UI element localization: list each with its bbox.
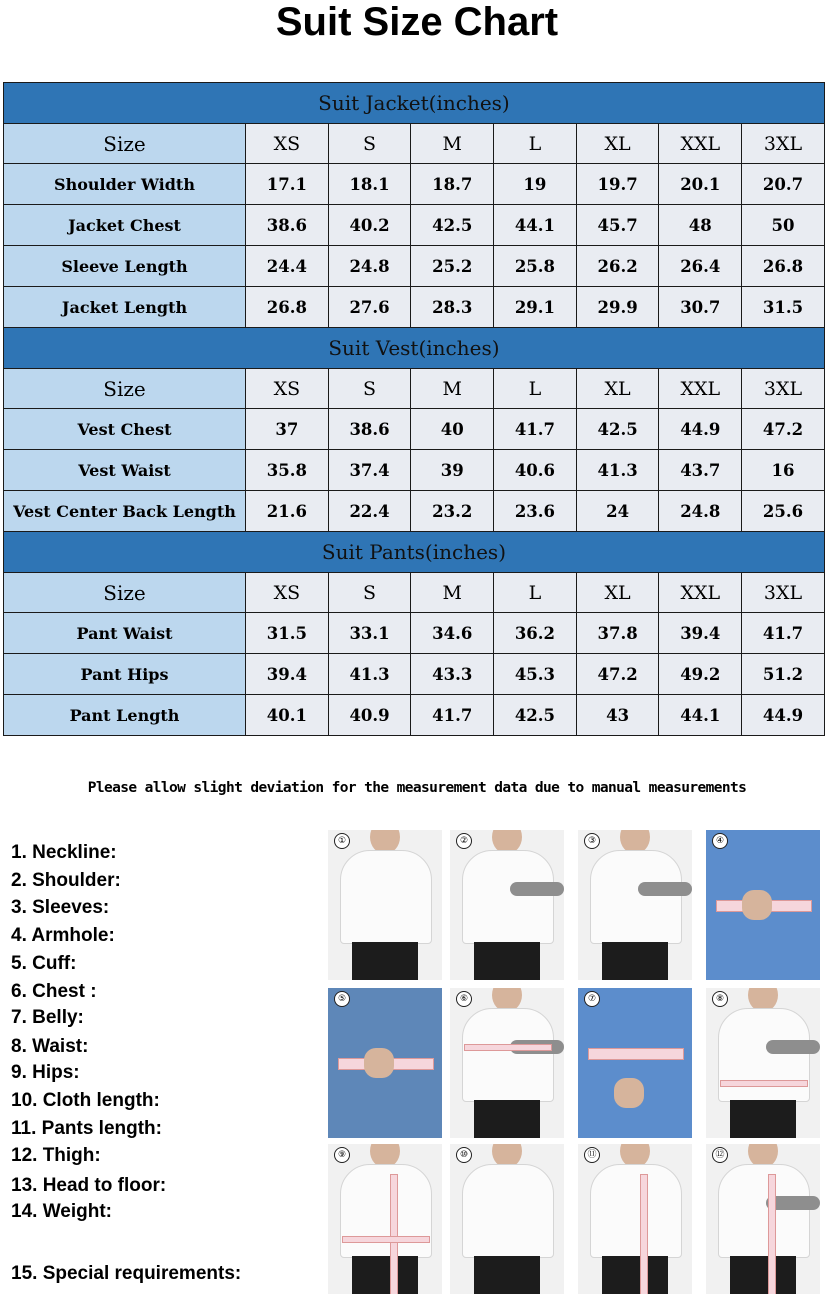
photo-number-badge: ⑦ [584,991,600,1007]
table-row [4,491,825,532]
measurement-step: 3. Sleeves: [11,897,110,918]
table-row [4,205,825,246]
blue-shape [578,988,692,1138]
measurement-value: 43.7 [659,450,742,491]
measurement-value: 37.8 [576,613,659,654]
measurement-value: 48 [659,205,742,246]
measurement-value: 41.7 [411,695,494,736]
head-shape [364,1048,394,1078]
size-header-row [4,573,825,613]
measurement-value: 37.4 [328,450,411,491]
measurement-value: 25.6 [742,491,825,532]
tape-shape [588,1048,684,1060]
measurement-note: Please allow slight deviation for the measurement data due to manual measurements [87,780,747,796]
measurement-value: 39 [411,450,494,491]
measurement-photo-chest [450,988,564,1138]
measurement-value: 19 [494,164,577,205]
measurement-value: 47.2 [742,409,825,450]
measurement-step: 8. Waist: [11,1036,89,1057]
size-chart [3,82,824,736]
measurement-photo-shoulder [450,830,564,980]
tape-shape [720,1080,808,1087]
size-column-header: XXL [659,124,742,164]
measurement-value: 23.6 [494,491,577,532]
table-row [4,613,825,654]
measurement-value: 20.1 [659,164,742,205]
size-column-header: 3XL [742,369,825,409]
photo-number-badge: ⑨ [334,1147,350,1163]
measurement-value: 43.3 [411,654,494,695]
pants-shape [602,1256,668,1294]
measurement-step: 1. Neckline: [11,842,117,863]
measurement-value: 42.5 [411,205,494,246]
measurement-value: 26.4 [659,246,742,287]
size-column-header: M [411,369,494,409]
measurement-photo-sleeve [578,830,692,980]
measurement-step: 9. Hips: [11,1062,80,1083]
size-column-header: XXL [659,369,742,409]
measurement-value: 44.9 [659,409,742,450]
pants-shape [474,1100,540,1138]
section-header-row [4,532,825,573]
measurement-step: 2. Shoulder: [11,870,121,891]
table-row [4,287,825,328]
size-column-header: L [494,369,577,409]
table-row [4,246,825,287]
measurement-value: 35.8 [246,450,329,491]
measurement-photo-cuff [328,988,442,1138]
measurement-value: 34.6 [411,613,494,654]
size-column-header: S [328,369,411,409]
measurement-name: Vest Chest [4,409,246,450]
measurement-step: 11. Pants length: [11,1118,162,1139]
table-row [4,654,825,695]
measurement-name: Pant Waist [4,613,246,654]
photo-number-badge: ⑪ [584,1147,600,1163]
head-shape [614,1078,644,1108]
shirt-shape [340,850,432,944]
measurement-photo-arm [706,830,820,980]
shirt-shape [590,850,682,944]
measurement-value: 31.5 [742,287,825,328]
size-column-header: S [328,124,411,164]
tape-shape [640,1174,648,1294]
pants-shape [730,1100,796,1138]
measurement-photo-thigh [706,1144,820,1294]
measurement-name: Jacket Chest [4,205,246,246]
measurement-value: 51.2 [742,654,825,695]
arm-shape [510,882,564,896]
measurement-value: 42.5 [494,695,577,736]
head-shape [742,890,772,920]
photo-number-badge: ④ [712,833,728,849]
photo-number-badge: ① [334,833,350,849]
measurement-value: 25.8 [494,246,577,287]
measurement-value: 30.7 [659,287,742,328]
measurement-value: 28.3 [411,287,494,328]
measurement-name: Vest Waist [4,450,246,491]
measurement-step: 10. Cloth length: [11,1090,160,1111]
measurement-value: 38.6 [328,409,411,450]
measurement-step: 13. Head to floor: [11,1175,167,1196]
pants-shape [352,1256,418,1294]
measurement-value: 31.5 [246,613,329,654]
measurement-photo-waist [706,988,820,1138]
photo-number-badge: ③ [584,833,600,849]
measurement-step: 5. Cuff: [11,953,77,974]
measurement-value: 41.7 [742,613,825,654]
size-column-header: XL [576,369,659,409]
tape-shape [464,1044,552,1051]
pants-shape [730,1256,796,1294]
size-column-header: L [494,573,577,613]
measurement-step: 7. Belly: [11,1007,84,1028]
measurement-value: 17.1 [246,164,329,205]
tape-shape [342,1236,430,1243]
measurement-value: 47.2 [576,654,659,695]
size-column-header: M [411,573,494,613]
measurement-value: 44.1 [659,695,742,736]
measurement-value: 42.5 [576,409,659,450]
photo-number-badge: ⑫ [712,1147,728,1163]
measurement-photo-neck [328,830,442,980]
section-header-row [4,83,825,124]
measurement-photo-grid [326,828,828,1302]
measurement-value: 44.9 [742,695,825,736]
measurement-value: 39.4 [659,613,742,654]
size-header-row [4,369,825,409]
measurement-value: 16 [742,450,825,491]
table-row [4,450,825,491]
measurement-photo-belly [578,988,692,1138]
measurement-value: 38.6 [246,205,329,246]
measurement-value: 50 [742,205,825,246]
measurement-name: Jacket Length [4,287,246,328]
pants-shape [602,942,668,980]
table-row [4,695,825,736]
measurement-step: 6. Chest : [11,981,97,1002]
pants-shape [352,942,418,980]
measurement-value: 40.2 [328,205,411,246]
measurement-step: 14. Weight: [11,1201,112,1222]
measurement-value: 26.8 [742,246,825,287]
measurement-value: 19.7 [576,164,659,205]
measurement-value: 44.1 [494,205,577,246]
size-column-header: L [494,124,577,164]
measurement-value: 24 [576,491,659,532]
measurement-value: 24.4 [246,246,329,287]
measurement-value: 29.9 [576,287,659,328]
measurement-value: 40.1 [246,695,329,736]
measurement-value: 33.1 [328,613,411,654]
measurement-value: 21.6 [246,491,329,532]
measurement-value: 18.1 [328,164,411,205]
size-column-header: XS [246,369,329,409]
measurement-value: 27.6 [328,287,411,328]
measurement-step: 12. Thigh: [11,1145,101,1166]
measurement-value: 41.7 [494,409,577,450]
size-column-header: XXL [659,573,742,613]
measurement-name: Vest Center Back Length [4,491,246,532]
measurement-value: 26.8 [246,287,329,328]
measurement-value: 20.7 [742,164,825,205]
size-label: Size [4,573,246,613]
size-column-header: 3XL [742,124,825,164]
pants-shape [474,1256,540,1294]
size-column-header: S [328,573,411,613]
measurement-value: 24.8 [328,246,411,287]
shirt-shape [590,1164,682,1258]
shirt-shape [718,1008,810,1102]
measurement-value: 43 [576,695,659,736]
measurement-value: 40.9 [328,695,411,736]
arm-shape [638,882,692,896]
measurement-value: 23.2 [411,491,494,532]
measurement-name: Pant Length [4,695,246,736]
measurement-value: 36.2 [494,613,577,654]
size-column-header: XS [246,573,329,613]
measurement-value: 40.6 [494,450,577,491]
measurement-step: 15. Special requirements: [11,1263,242,1284]
size-header-row [4,124,825,164]
measurement-value: 41.3 [328,654,411,695]
measurement-value: 41.3 [576,450,659,491]
size-column-header: XS [246,124,329,164]
measurement-value: 29.1 [494,287,577,328]
measurement-value: 22.4 [328,491,411,532]
section-title: Suit Jacket(inches) [4,83,825,124]
size-label: Size [4,369,246,409]
size-column-header: 3XL [742,573,825,613]
measurement-value: 40 [411,409,494,450]
tape-shape [768,1174,776,1294]
measurement-value: 24.8 [659,491,742,532]
size-column-header: XL [576,573,659,613]
measurement-value: 45.3 [494,654,577,695]
photo-number-badge: ⑩ [456,1147,472,1163]
arm-shape [766,1040,820,1054]
section-title: Suit Pants(inches) [4,532,825,573]
shirt-shape [462,850,554,944]
measurement-photo-pants [578,1144,692,1294]
shirt-shape [718,1164,810,1258]
measurement-step: 4. Armhole: [11,925,115,946]
measurement-value: 49.2 [659,654,742,695]
photo-number-badge: ⑥ [456,991,472,1007]
measurement-value: 26.2 [576,246,659,287]
shirt-shape [462,1008,554,1102]
size-table [3,82,825,736]
photo-number-badge: ⑤ [334,991,350,1007]
page-title: Suit Size Chart [275,0,559,44]
tape-shape [390,1174,398,1294]
photo-number-badge: ② [456,833,472,849]
measurement-value: 37 [246,409,329,450]
pants-shape [474,942,540,980]
photo-number-badge: ⑧ [712,991,728,1007]
measurement-name: Sleeve Length [4,246,246,287]
measurement-value: 45.7 [576,205,659,246]
measurement-name: Pant Hips [4,654,246,695]
table-row [4,409,825,450]
shirt-shape [462,1164,554,1258]
size-column-header: M [411,124,494,164]
measurement-value: 39.4 [246,654,329,695]
size-label: Size [4,124,246,164]
measurement-name: Shoulder Width [4,164,246,205]
measurement-photo-cloth [450,1144,564,1294]
shirt-shape [340,1164,432,1258]
measurement-value: 25.2 [411,246,494,287]
section-header-row [4,328,825,369]
section-title: Suit Vest(inches) [4,328,825,369]
measurement-photo-hips [328,1144,442,1294]
measurement-value: 18.7 [411,164,494,205]
size-column-header: XL [576,124,659,164]
table-row [4,164,825,205]
